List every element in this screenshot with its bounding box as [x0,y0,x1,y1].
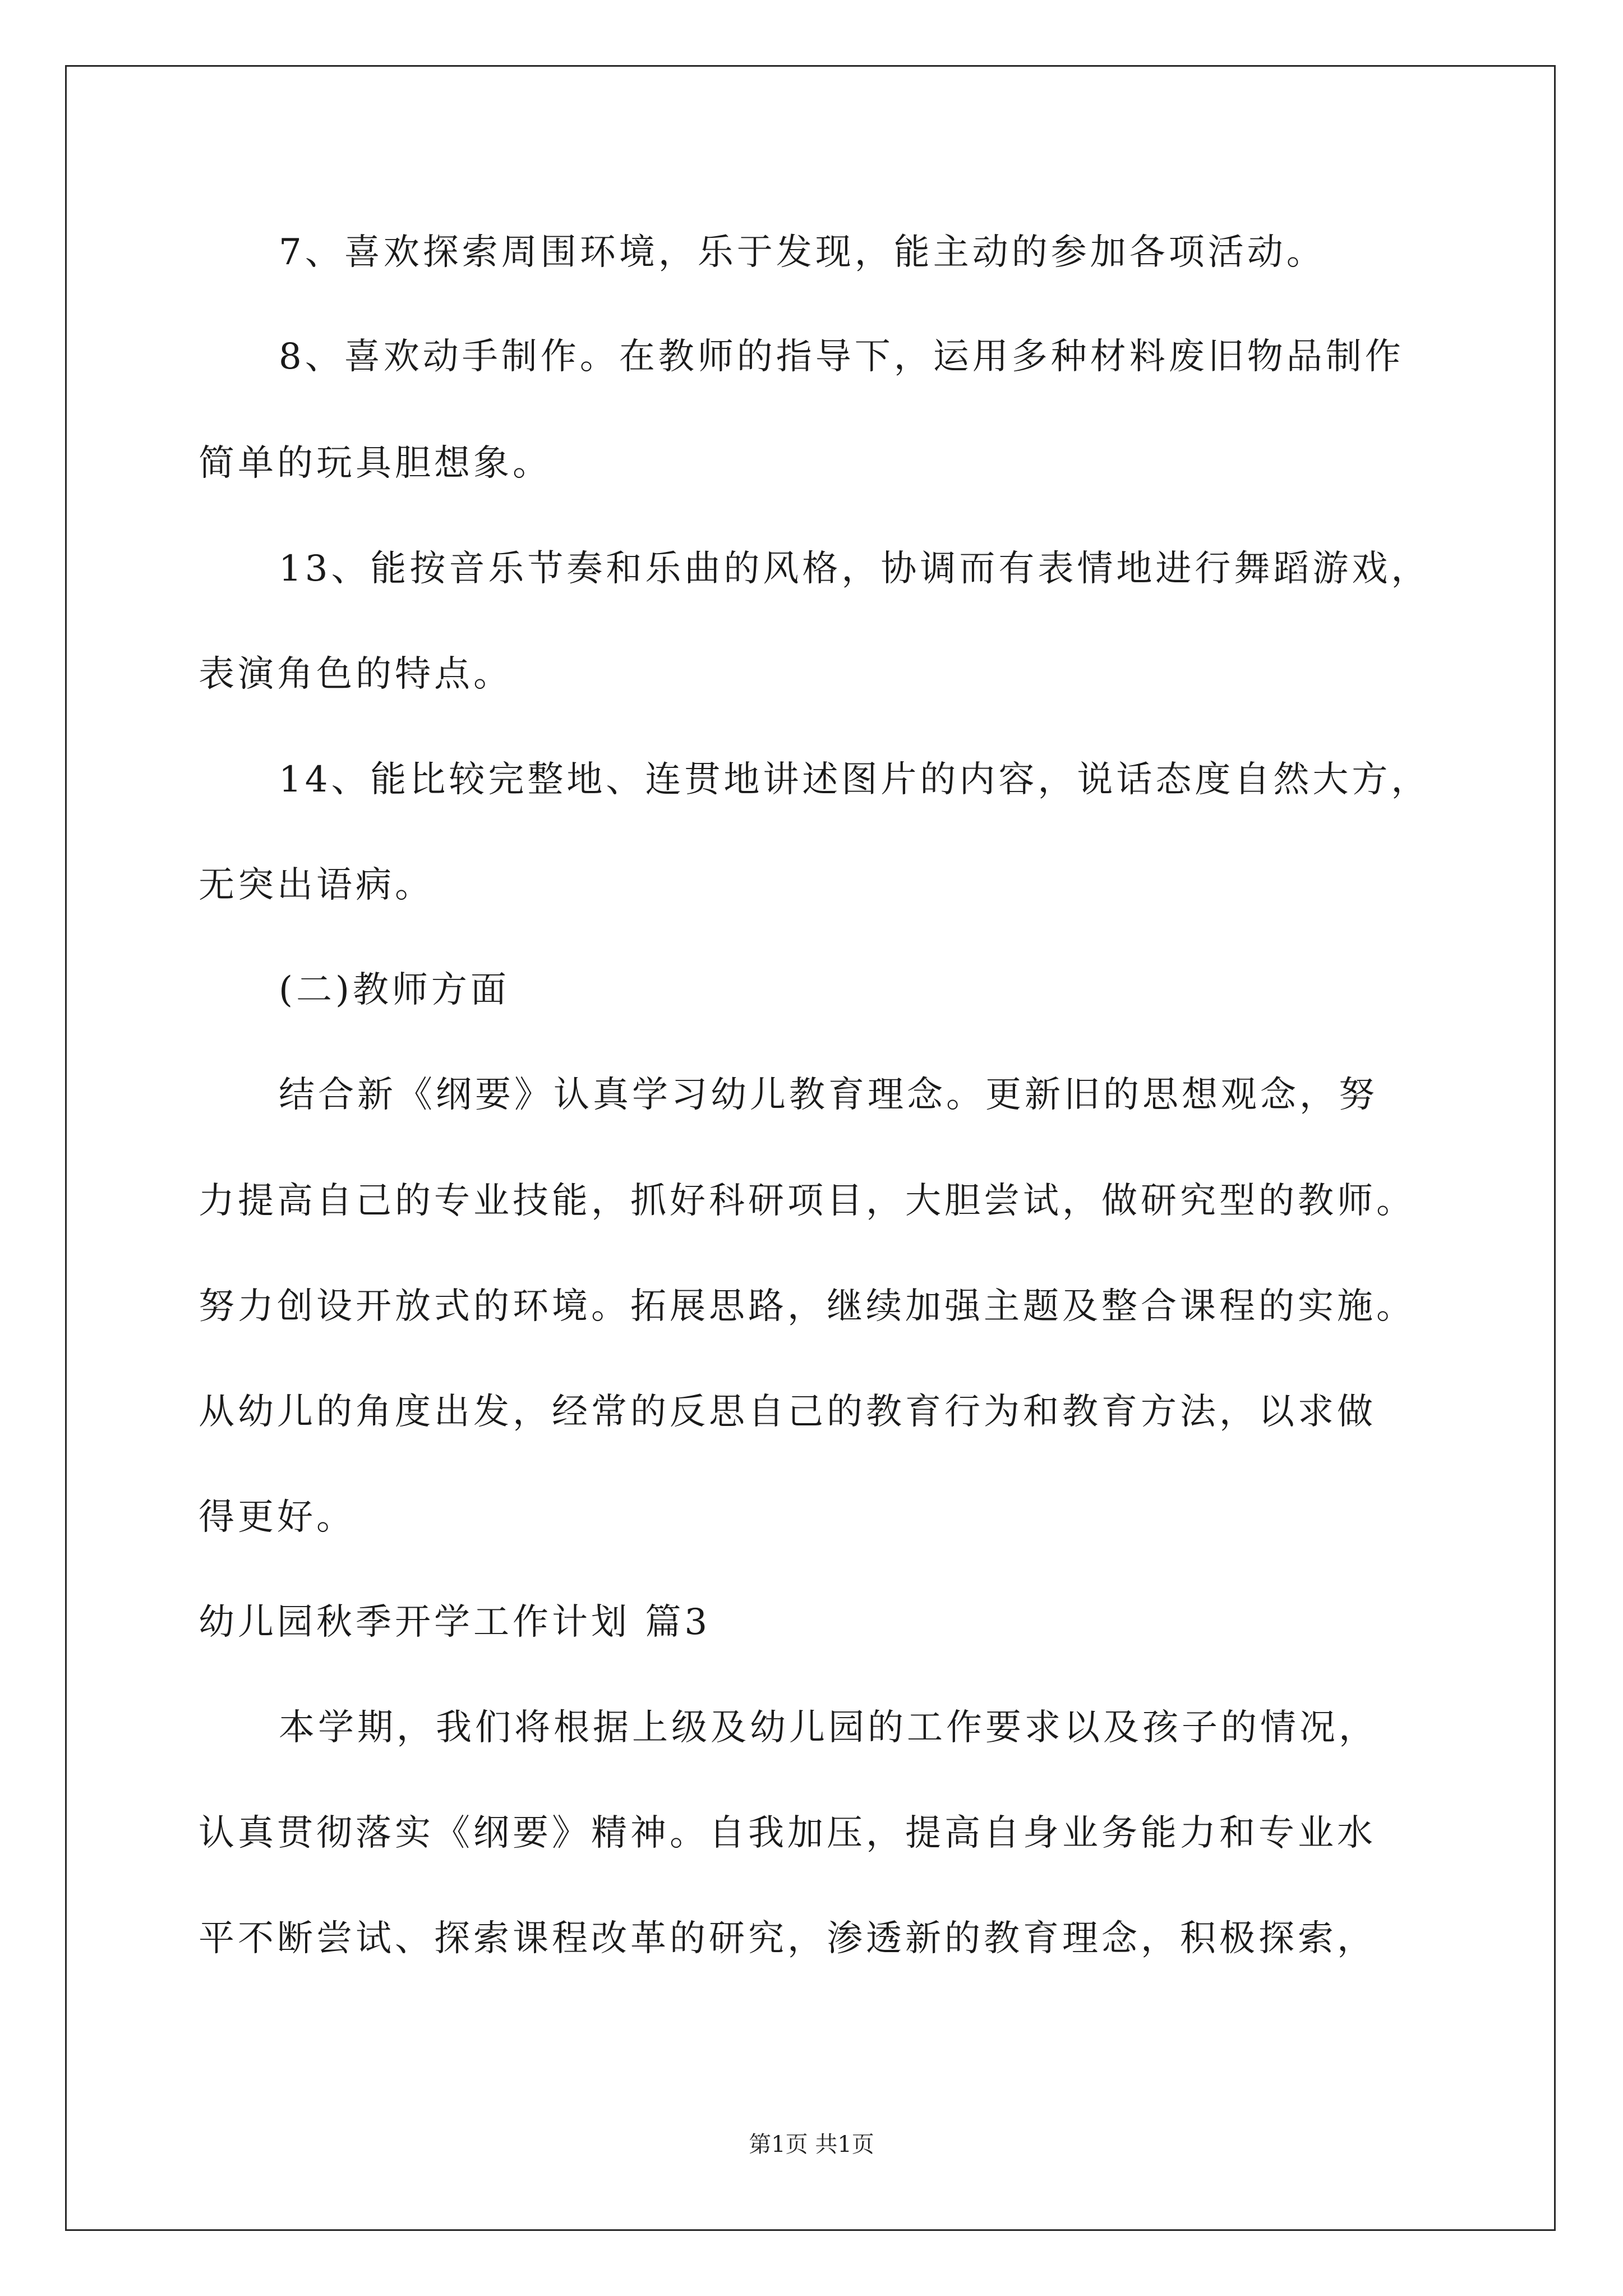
text-line: 从幼儿的角度出发，经常的反思自己的教育行为和教育方法，以求做 [199,1391,1376,1433]
text-line: 平不断尝试、探索课程改革的研究，渗透新的教育理念，积极探索， [199,1918,1376,1959]
text-line: 7、喜欢探索周围环境，乐于发现，能主动的参加各项活动。 [279,232,1326,273]
section-heading: (二)教师方面 [279,969,510,1011]
text-line: 简单的玩具胆想象。 [199,443,552,484]
article-title: 幼儿园秋季开学工作计划 篇3 [199,1602,711,1643]
text-line: 8、喜欢动手制作。在教师的指导下，运用多种材料废旧物品制作 [279,336,1404,378]
text-line: 无突出语病。 [199,864,434,906]
text-line: 认真贯彻落实《纲要》精神。自我加压，提高自身业务能力和专业水 [199,1812,1376,1854]
page-border [65,65,1556,2231]
page-footer: 第1页 共1页 [749,2132,874,2157]
text-line: 结合新《纲要》认真学习幼儿教育理念。更新旧的思想观念，努 [279,1074,1378,1116]
text-line: 得更好。 [199,1497,356,1538]
text-line: 13、能按音乐节奏和乐曲的风格，协调而有表情地进行舞蹈游戏， [279,548,1431,590]
text-line: 努力创设开放式的环境。拓展思路，继续加强主题及整合课程的实施。 [199,1286,1415,1327]
text-line: 本学期，我们将根据上级及幼儿园的工作要求以及孩子的情况， [279,1707,1378,1749]
text-line: 14、能比较完整地、连贯地讲述图片的内容，说话态度自然大方， [279,759,1431,800]
text-line: 力提高自己的专业技能，抓好科研项目，大胆尝试，做研究型的教师。 [199,1180,1415,1222]
text-line: 表演角色的特点。 [199,654,513,695]
